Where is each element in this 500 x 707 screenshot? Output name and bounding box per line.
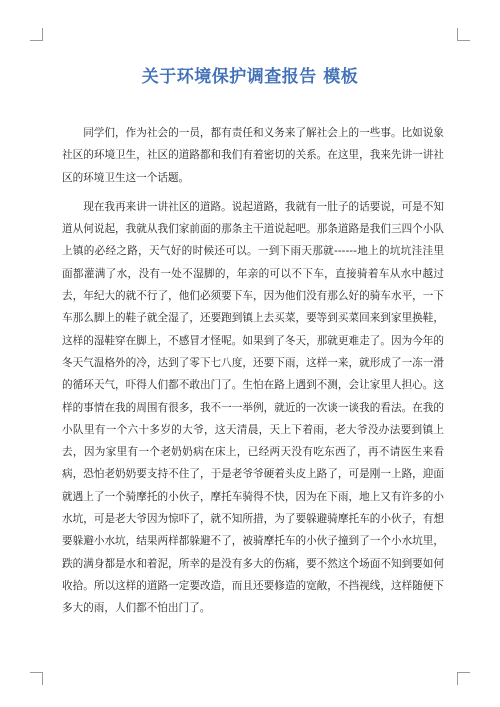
document-body (62, 122, 444, 620)
paragraph-environment-hygiene: 同学们，作为社会的一员，都有责任和义务来了解社会上的一些事。比如说象社区的环境卫生，社区的道路都和我们有着密切的关系。在这里，我来先讲一讲社区的环境卫生这一个话题。 (62, 127, 444, 184)
document-title: 关于环境保护调查报告 模板 (141, 67, 359, 87)
crop-mark-bottom-left (30, 672, 43, 685)
crop-mark-bottom-right (457, 672, 470, 685)
crop-mark-top-right (457, 28, 470, 41)
crop-mark-top-left (30, 28, 43, 41)
paragraph-community-roads: 现在我再来讲一讲社区的道路。说起道路，我就有一肚子的话要说，可是不知道从何说起，我就从我们家前面的那条主干道说起吧。那条道路是我们三四个小队上镇的必经之路，天气好的时候还可以。一到下雨天那就------地上的坑坑洼洼里面都灌满了水，没有一处不湿脚的，年亲的可以不下车，直接骑着车从水中越过去，年纪大的就不行了，他们必须要下车，因为他们没有那么好的骑车水平，一下车那么脚上的鞋子就全湿了，还要跑到镇上去买菜，要等到买菜回来到家里换鞋，这样的湿鞋穿在脚上，不感冒才怪呢。如果到了冬天，那就更难走了。因为今年的冬天气温格外的冷，达到了零下七八度，还要下雨，这样一来，就形成了一冻一滑的循环天气，吓得人们都不敢出门了。生怕在路上遇到不测，会让家里人担心。这样的事情在我的周围有很多，我不一一举例，就近的一次谈一谈我的看法。在我的小队里有一个六十多岁的大爷，这天清晨，天上下着雨，老大爷没办法要到镇上去，因为家里有一个老奶奶病在床上，已经两天没有吃东西了，再不请医生来看病，恐怕老奶奶要支持不住了，于是老爷爷硬着头皮上路了，可是刚一上路，迎面就遇上了一个骑摩托的小伙子，摩托车骑得不快，因为在下雨，地上又有许多的小水坑，可是老大爷因为惊吓了，就不知所措，为了要躲避骑摩托车的小伙子，有想要躲避小水坑，结果两样都躲避不了，被骑摩托车的小伙子撞到了一个小水坑里，跌的满身都是水和着泥，所幸的是没有多大的伤痛，要不然这个场面不知到要如何收拾。所以这样的道路一定要改造，而且还要修造的宽敞，不挡视线，这样随便下多大的雨，人们都不怕出门了。 (62, 200, 444, 615)
